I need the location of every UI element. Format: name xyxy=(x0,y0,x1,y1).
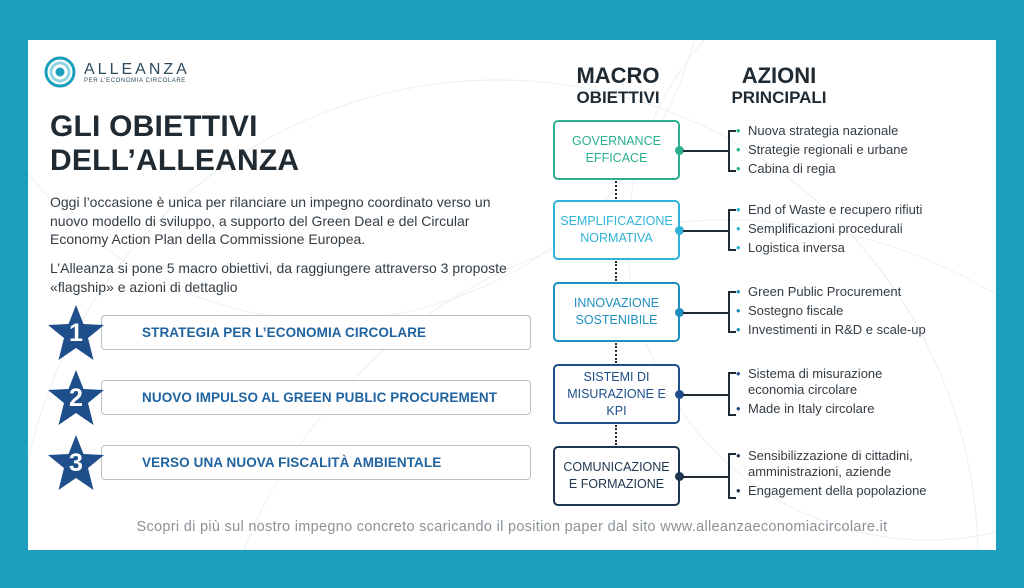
flagship-label: VERSO UNA NUOVA FISCALITÀ AMBIENTALE xyxy=(142,455,442,470)
action-item: • Semplificazioni procedurali xyxy=(736,221,903,236)
flagship-number: 1 xyxy=(69,319,83,347)
infographic-card xyxy=(28,40,996,550)
macro-heading-line-2: OBIETTIVI xyxy=(576,88,660,107)
action-item: • Made in Italy circolare xyxy=(736,401,875,416)
objective-link xyxy=(615,343,617,363)
action-item: • Sistema di misurazione economia circolare xyxy=(736,366,883,397)
action-item: • Nuova strategia nazionale xyxy=(736,123,899,138)
macro-objectives-heading xyxy=(558,64,678,107)
action-text: Engagement della popolazione xyxy=(748,483,927,498)
objective-box-governance xyxy=(553,120,680,180)
footer-text: Scopri di più sul nostro impegno concreto scaricando il position paper dal sito www.alleanzaeconomiacircolare.it xyxy=(136,519,888,535)
actions-bracket xyxy=(728,372,736,416)
objective-link xyxy=(615,425,617,445)
actions-list-innovazione xyxy=(736,284,926,341)
objective-link xyxy=(615,181,617,199)
objective-box-misurazione xyxy=(553,364,680,424)
objective-label: COMUNICAZIONE E FORMAZIONE xyxy=(563,460,670,491)
action-text: Green Public Procurement xyxy=(748,284,902,299)
alleanza-logo-icon xyxy=(44,56,76,88)
connector-line xyxy=(683,476,728,478)
action-item: • Cabina di regia xyxy=(736,161,836,176)
action-item: • Investimenti in R&D e scale-up xyxy=(736,322,926,337)
actions-bracket xyxy=(728,209,736,251)
action-text: Made in Italy circolare xyxy=(748,401,875,416)
objective-label: INNOVAZIONE SOSTENIBILE xyxy=(573,296,660,327)
action-item: • End of Waste e recupero rifiuti xyxy=(736,202,923,217)
connector-line xyxy=(683,394,728,396)
flagship-label: STRATEGIA PER L’ECONOMIA CIRCOLARE xyxy=(142,325,427,340)
action-text: Sistema di misurazione economia circolare xyxy=(748,366,883,397)
connector-line xyxy=(683,312,728,314)
action-text: Semplificazioni procedurali xyxy=(748,221,903,236)
actions-list-comunicazione xyxy=(736,448,968,502)
flagship-box xyxy=(101,315,531,350)
objective-box-semplificazione xyxy=(553,200,680,260)
action-text: Strategie regionali e urbane xyxy=(748,142,908,157)
objective-label: GOVERNANCE EFFICACE xyxy=(572,134,661,165)
action-item: • Sensibilizzazione di cittadini, amministrazioni, aziende xyxy=(736,448,913,479)
objective-link xyxy=(615,261,617,281)
action-text: Logistica inversa xyxy=(748,240,845,255)
main-actions-heading xyxy=(724,64,834,107)
intro-paragraph: Oggi l’occasione è unica per rilanciare un impegno coordinato verso un nuovo modello di sviluppo, a supporto del Green Deal e del Circular Economy Action Plan della Commissione Europea. xyxy=(50,194,491,247)
action-item: • Sostegno fiscale xyxy=(736,303,844,318)
action-item: • Strategie regionali e urbane xyxy=(736,142,908,157)
actions-bracket xyxy=(728,453,736,499)
logo-name: ALLEANZA xyxy=(84,60,190,78)
action-text: Sensibilizzazione di cittadini, amministrazioni, aziende xyxy=(748,448,913,479)
actions-heading-line-2: PRINCIPALI xyxy=(731,88,827,107)
actions-bracket xyxy=(728,130,736,172)
objective-label: SISTEMI DI MISURAZIONE E KPI xyxy=(567,369,666,418)
goals-paragraph: L’Alleanza si pone 5 macro obiettivi, da raggiungere attraverso 3 proposte «flagship» e azioni di dettaglio xyxy=(50,260,507,295)
logo-subtitle: PER L'ECONOMIA CIRCOLARE xyxy=(84,77,186,84)
action-text: Sostegno fiscale xyxy=(748,303,844,318)
title-line-2: DELL’ALLEANZA xyxy=(50,144,300,177)
actions-list-semplificazione xyxy=(736,202,922,259)
flagship-2 xyxy=(46,369,516,425)
action-text: Cabina di regia xyxy=(748,161,836,176)
action-text: Nuova strategia nazionale xyxy=(748,123,899,138)
objective-label: SEMPLIFICAZIONE NORMATIVA xyxy=(560,214,673,245)
objective-box-innovazione xyxy=(553,282,680,342)
action-item: • Engagement della popolazione xyxy=(736,483,927,498)
actions-heading-line-1: AZIONI xyxy=(741,63,817,88)
action-text: Investimenti in R&D e scale-up xyxy=(748,322,926,337)
connector-line xyxy=(683,150,728,152)
action-item: • Green Public Procurement xyxy=(736,284,902,299)
flagship-number: 3 xyxy=(69,449,83,477)
flagship-box xyxy=(101,380,531,415)
flagship-3 xyxy=(46,434,516,490)
title-line-1: GLI OBIETTIVI xyxy=(50,110,258,143)
macro-heading-line-1: MACRO xyxy=(576,63,660,88)
actions-list-governance xyxy=(736,123,908,180)
flagship-box xyxy=(101,445,531,480)
connector-line xyxy=(683,230,728,232)
flagship-1 xyxy=(46,304,516,360)
flagship-label: NUOVO IMPULSO AL GREEN PUBLIC PROCUREMENT xyxy=(142,390,498,405)
action-item: • Logistica inversa xyxy=(736,240,845,255)
objective-box-comunicazione xyxy=(553,446,680,506)
logo xyxy=(44,56,190,88)
action-text: End of Waste e recupero rifiuti xyxy=(748,202,923,217)
page-title xyxy=(50,110,299,178)
actions-list-misurazione xyxy=(736,366,936,420)
actions-bracket xyxy=(728,291,736,333)
flagship-number: 2 xyxy=(69,384,83,412)
